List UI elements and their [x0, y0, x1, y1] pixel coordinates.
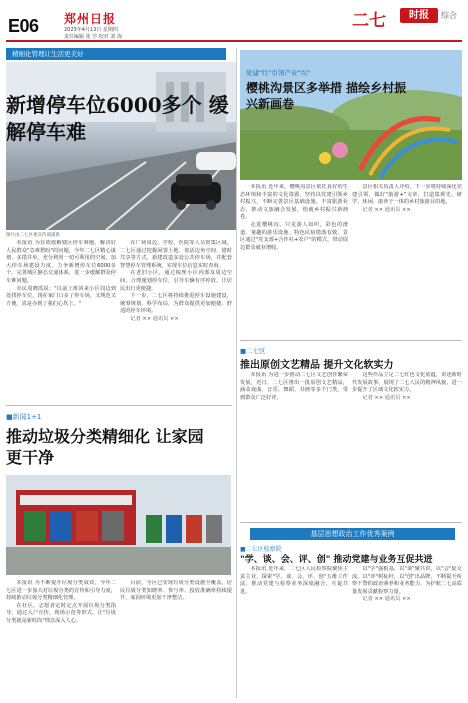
section-rule: [240, 522, 462, 523]
article-parking-body-col1: [6, 240, 116, 400]
article-parking-body-col2: [120, 240, 232, 400]
headline-procuratorate: "学、谈、会、评、创" 推动党建与业务互促共进: [240, 555, 433, 565]
editor-credit: 责任编辑 张 学 校对 刘 海: [64, 34, 122, 40]
paragraph: 本报讯 为不断提升垃圾分类成效，今年二七区进一步加大对垃圾分类的宣传和引导力度，持续推动垃圾分类精细化管理。: [6, 580, 116, 602]
paragraph: 这些作品立足二七红色文化底蕴，讲述新时代发展故事，展现了二七人民的精神风貌，进一步提升了区域文化软实力。: [352, 372, 462, 394]
headline-cherry-valley: 樱桃沟景区多举措 描绘乡村振兴新画卷: [246, 81, 407, 111]
page-number: E06: [8, 16, 39, 36]
section-category: 综合: [441, 11, 457, 20]
column-label: ■新闻1+1: [6, 413, 42, 421]
parking-lot-photo: [6, 62, 236, 230]
header-rule: [6, 40, 462, 42]
kicker: 党建"红"引领产业"兴": [246, 69, 310, 77]
article-sorting-body-col1: [6, 580, 116, 698]
article-cherry-body-col1: [240, 184, 348, 336]
paragraph: 走进樱桃沟，只见游人如织，彩色的滑道、童趣的游乐设施、特色民宿错落有致。景区通过"党支部+合作社+农户"的模式，带动周边群众就业增收。: [240, 221, 348, 251]
paragraph: 在老旧小区，通过梳理小区内部及周边空间，合理施划停车位，引导车辆有序停放，让居民出行更便捷。: [120, 270, 232, 292]
paragraph: 本报讯 近年来，樱桃沟景区依托良好的生态环境和丰富的文化资源，坚持以党建引领乡村振兴，不断完善景区基础设施，丰富旅游业态，推动文旅融合发展，绘就乡村振兴新画卷。: [240, 184, 348, 221]
section-rule: [240, 340, 462, 341]
sorting-station-illustration: [6, 475, 231, 575]
paragraph: 在社区，志愿者定时定点开展垃圾分类指导，通过入户宣传、现场示范等形式，让"垃圾分类就是新时尚"理念深入人心。: [6, 602, 116, 624]
headline-arts: 推出原创文艺精品 提升文化软实力: [240, 360, 394, 371]
parking-scene-illustration: [6, 62, 236, 230]
byline: 记者 ×× 通讯员 ××: [130, 315, 179, 322]
section-name: 二七: [352, 11, 386, 31]
topic-banner: 精细化管理让生活更美好: [6, 48, 226, 60]
article-arts-body-col1: [240, 372, 348, 518]
column-label: ■二七区检察院: [240, 546, 282, 553]
paragraph: 市民周晓霞说："以前上班回来小区周边到处找停车位，现在家门口多了停车场，又规范又方便，真是办到了我们心坎上。": [6, 285, 116, 307]
byline: 记者 ×× 通讯员 ××: [362, 596, 411, 603]
article-procuratorate-body-col1: [240, 566, 348, 698]
case-banner: 基层思想政治工作优秀案例: [250, 528, 455, 540]
headline-parking: 新增停车位6000多个 缓解停车难: [6, 93, 229, 144]
byline: 记者 ×× 通讯员 ××: [362, 394, 411, 401]
paragraph: 本报讯 为进一步推动二七区文艺创作繁荣发展，近日，二七区推出一批原创文艺精品，涵盖戏曲、音乐、舞蹈、书画等多个门类，受到群众广泛好评。: [240, 372, 348, 401]
paragraph: 景区相关负责人介绍，下一步将持续深化党建引领，做好"旅游+"文章，打造集观光、研学、休闲、康养于一体的乡村旅游目的地。: [352, 184, 462, 206]
headline-garbage-sorting: 推动垃圾分类精细化 让家园更干净: [6, 427, 204, 467]
article-sorting-body-col2: [120, 580, 232, 698]
sorting-station-photo: [6, 475, 231, 575]
section-rule: [6, 405, 232, 406]
article-procuratorate-body-col2: [352, 566, 462, 698]
issue-date: 2023年4月13日 星期四: [64, 27, 118, 33]
column-divider: [236, 48, 237, 698]
masthead: 郑州日报: [64, 12, 117, 26]
column-label: ■二七区: [240, 347, 266, 355]
page-header: [0, 0, 468, 44]
paragraph: 在广场周边、学校、医院等人员密集区域，二七区通过挖掘闲置土地、盘活边角空间、错时共享等方式，新建改造多处公共停车场，并配套智慧停车管理系统，实现车位信息实时查询。: [120, 240, 232, 269]
article-cherry-body-col2: [352, 184, 462, 336]
section-tag: 时报: [400, 8, 438, 23]
paragraph: 本报讯 为有效缓解辖区停车难题，解决好人民群众"急难愁盼"的问题，今年二七区精心谋划、多措并举，充分利用一切可利用的空间，加大停车场建设力度，力争新增停车位6000多个，完善城区静态交通体系，进一步缓解群众停车难问题。: [6, 240, 116, 284]
photo-credit: 图片由二七区委宣传部提供: [6, 233, 60, 238]
paragraph: 以"学"强根基，以"谈"聚共识，以"会"促交流，以"评"树标杆，以"创"出品牌，不断提升检察干警的政治素养和业务能力，为护航二七高质量发展贡献检察力量。: [352, 566, 462, 595]
article-arts-body-col2: [352, 372, 462, 518]
paragraph: 下一步，二七区将持续推进停车设施建设，统筹规划、科学布局，为群众提供更加便捷、舒适的停车环境。: [120, 293, 232, 315]
paragraph: 目前，全区已实现垃圾分类设施全覆盖，居民垃圾分类知晓率、参与率、投放准确率持续提升，家园环境更加干净整洁。: [120, 580, 232, 602]
byline: 记者 ×× 通讯员 ××: [362, 206, 411, 213]
paragraph: 本报讯 近年来，二七区人民检察院聚焦主责主业，探索"学、谈、会、评、创"五维工作法，推动党建与检察业务深度融合、互促共进。: [240, 566, 348, 595]
